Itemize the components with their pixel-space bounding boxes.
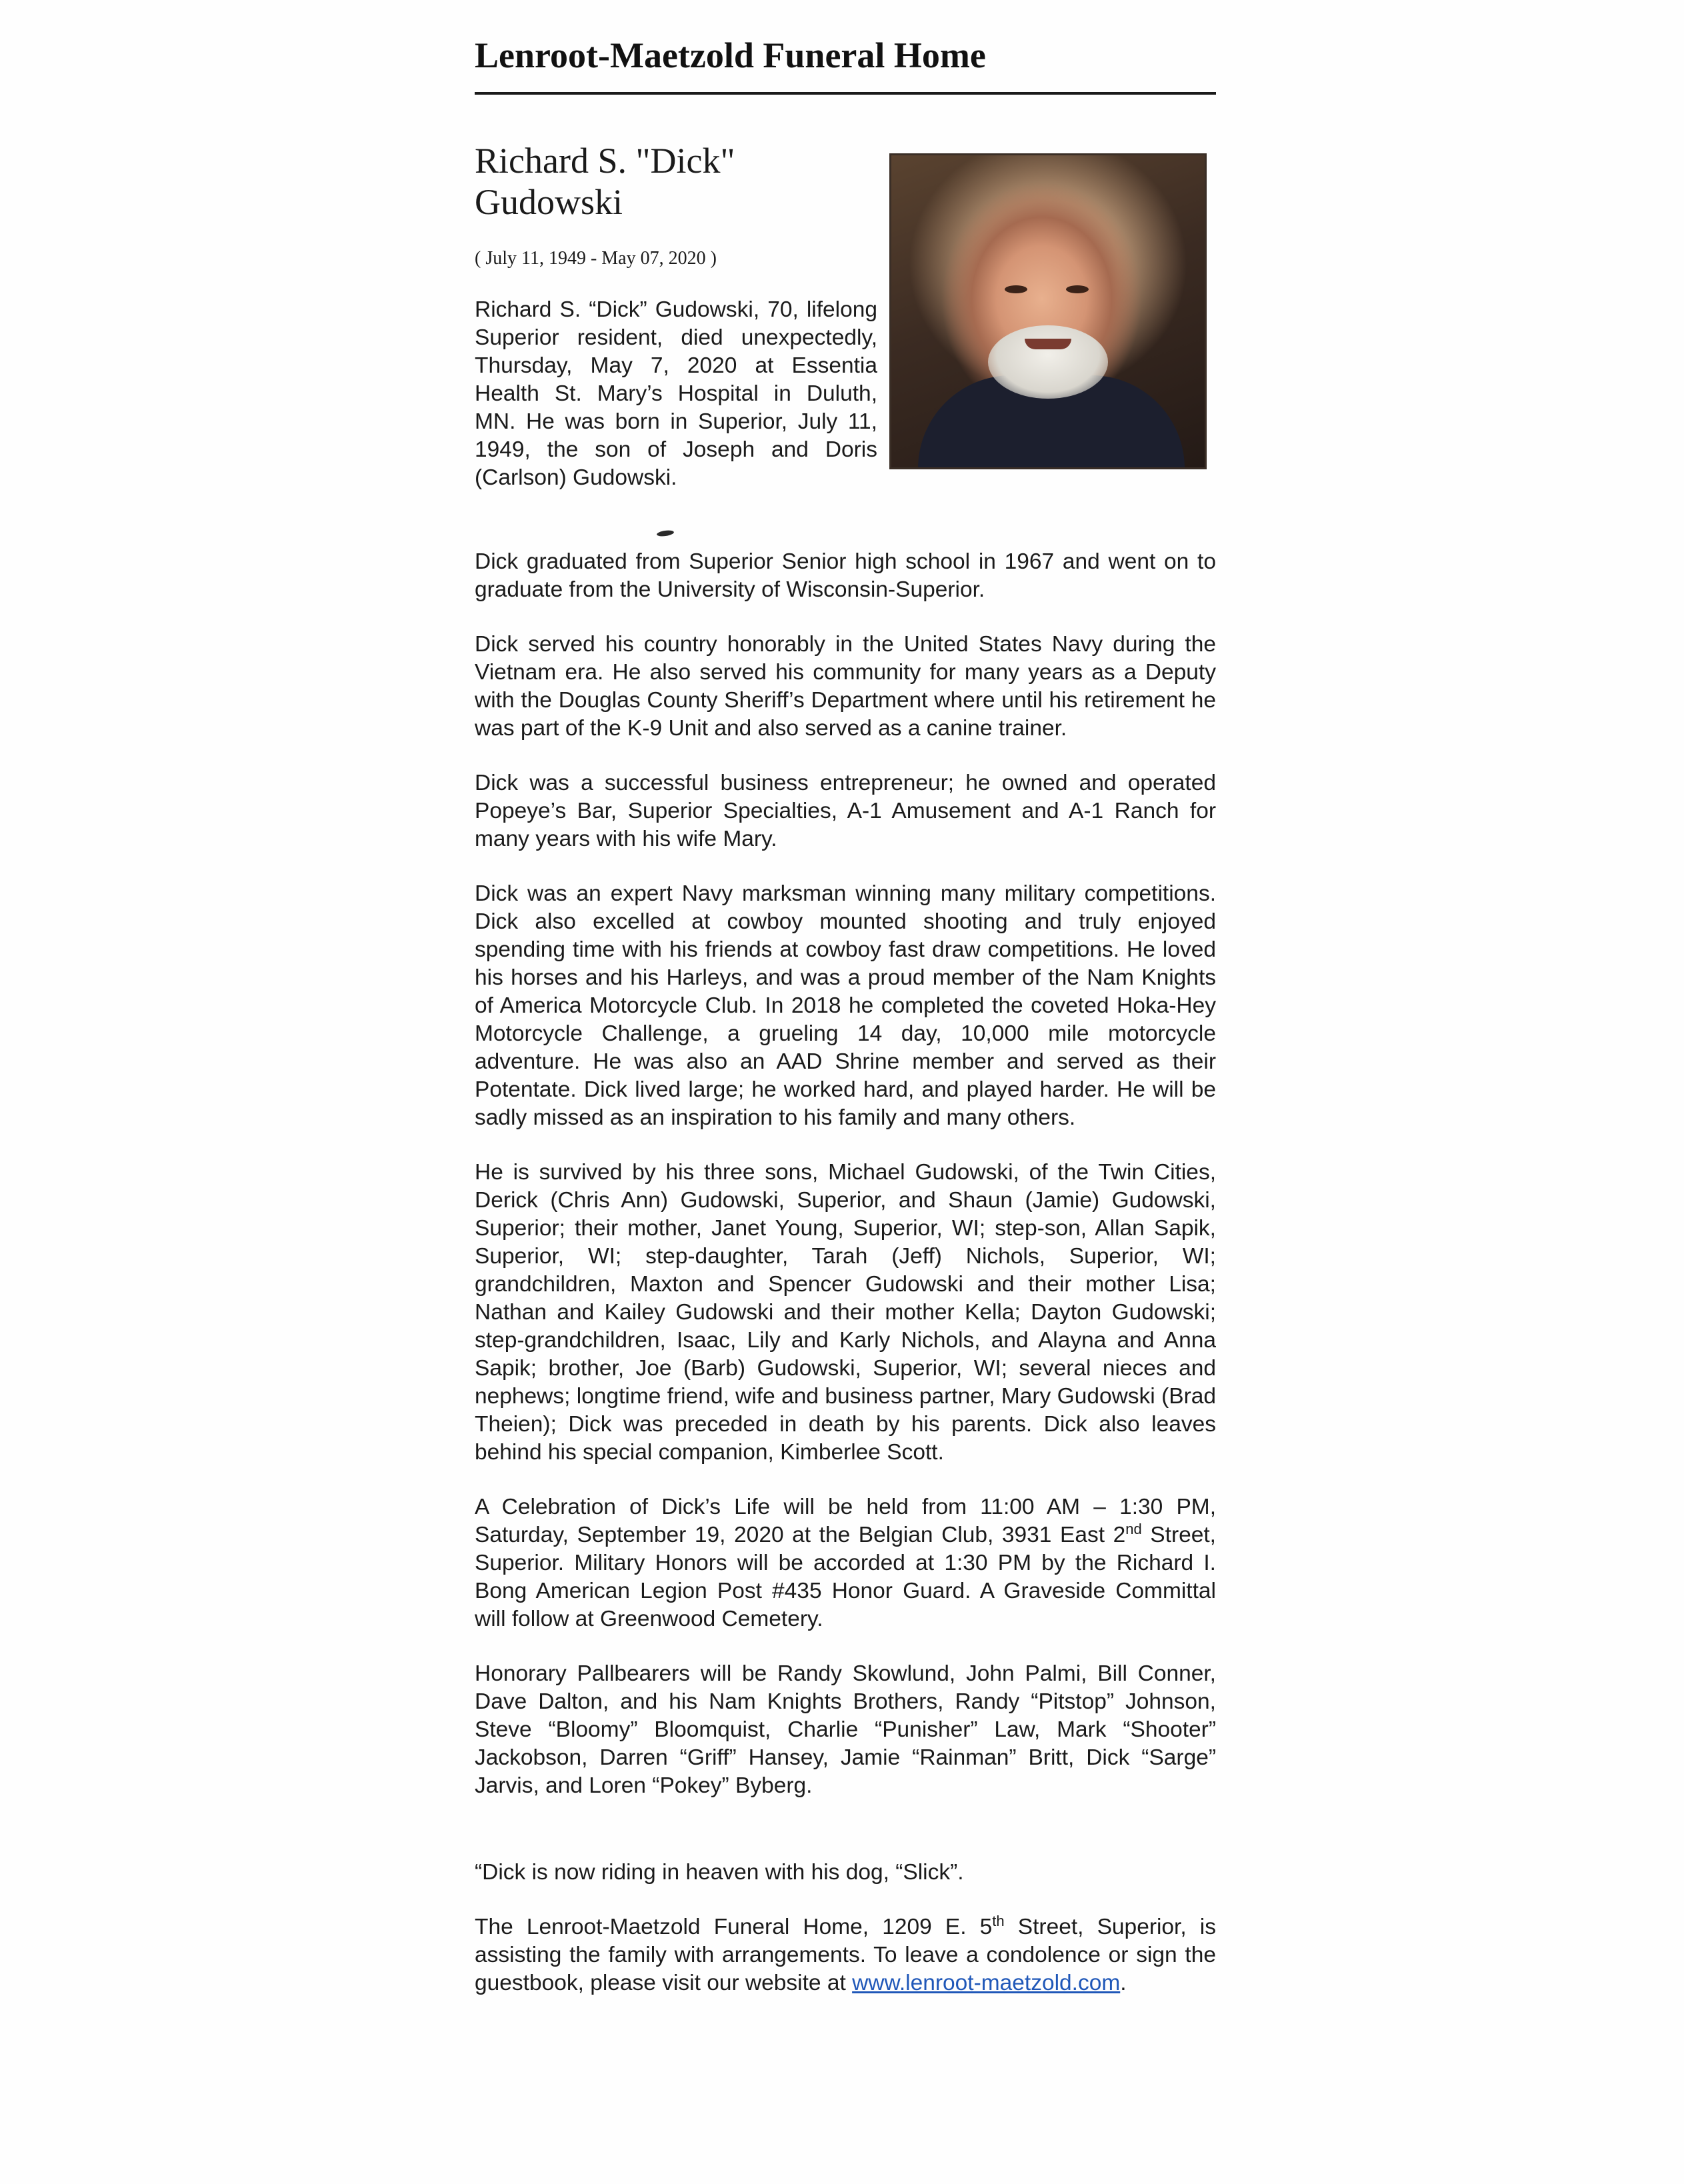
celebration-text-b: Street, Superior. Military Honors will be accorded at 1:30 PM by the Richard I. Bong American Legion Post #435 Honor Guard. A Graveside Committal will follow at Greenwood Cemetery. — [475, 1523, 1216, 1631]
hobbies-paragraph: Dick was an expert Navy marksman winning many military competitions. Dick also excelled at cowboy mounted shooting and truly enjoyed spending time with his friends at cowboy fast draw competitions. He loved his horses and his Harleys, and was a proud member of the Nam Knights of America Motorcycle Club. In 2018 he completed the coveted Hoka-Hey Motorcycle Challenge, a grueling 14 day, 10,000 mile motorcycle adventure. He was also an AAD Shrine member and served as their Potentate. Dick lived large; he worked hard, and played harder. He will be sadly missed as an inspiration to his family and many others. — [475, 881, 1216, 1130]
intro-section — [475, 296, 877, 492]
celebration-ordinal: nd — [1125, 1520, 1142, 1537]
page-title: Lenroot-Maetzold Funeral Home — [475, 35, 986, 75]
scan-speck — [657, 529, 675, 537]
arrangements-paragraph — [475, 1913, 1216, 1997]
photo-eye-right — [1066, 285, 1089, 293]
quote-paragraph: “Dick is now riding in heaven with his dog, “Slick”. — [475, 1860, 964, 1885]
arrangements-end: . — [1120, 1971, 1127, 1995]
arrangements-ordinal: th — [992, 1912, 1005, 1929]
header-divider — [475, 92, 1216, 95]
photo-beard — [988, 325, 1108, 399]
business-paragraph: Dick was a successful business entrepreneur; he owned and operated Popeye’s Bar, Superior Specialties, A-1 Amusement and A-1 Ranch for many years with his wife Mary. — [475, 771, 1216, 851]
arrangements-text-b: Street, Superior, is assisting the family with arrangements. To leave a condolence or sign the guestbook, please visit our website at — [475, 1915, 1216, 1995]
life-dates: ( July 11, 1949 - May 07, 2020 ) — [475, 248, 717, 269]
survivors-paragraph: He is survived by his three sons, Michael Gudowski, of the Twin Cities, Derick (Chris Ann) Gudowski, Superior, and Shaun (Jamie) Gudowski, Superior; their mother, Janet Young, Superior, WI; step-son, Allan Sapik, Superior, WI; step-daughter, Tarah (Jeff) Nichols, Superior, WI; grandchildren, Maxton and Spencer Gudowski and their mother Lisa; Nathan and Kailey Gudowski and their mother Kella; Dayton Gudowski; step-grandchildren, Isaac, Lily and Karly Nichols, and Alayna and Anna Sapik; brother, Joe (Barb) Gudowski, Superior, WI; several nieces and nephews; longtime friend, wife and business partner, Mary Gudowski (Brad Theien); Dick was preceded in death by his parents. Dick also leaves behind his special companion, Kimberlee Scott. — [475, 1160, 1216, 1465]
photo-mouth — [1025, 339, 1071, 349]
intro-paragraph: Richard S. “Dick” Gudowski, 70, lifelong Superior resident, died unexpectedly, Thursday, May 7, 2020 at Essentia Health St. Mary’s Hospital in Duluth, MN. He was born in Superior, July 11, 1949, the son of Joseph and Doris (Carlson) Gudowski. — [475, 297, 877, 490]
portrait-photo — [889, 153, 1207, 469]
obituary-body — [475, 548, 1216, 2024]
arrangements-text-a: The Lenroot-Maetzold Funeral Home, 1209 E. 5 — [475, 1915, 993, 1939]
pallbearers-paragraph: Honorary Pallbearers will be Randy Skowlund, John Palmi, Bill Conner, Dave Dalton, and his Nam Knights Brothers, Randy “Pitstop” Johnson, Steve “Bloomy” Bloomquist, Charlie “Punisher” Law, Mark “Shooter” Jackobson, Darren “Griff” Hansey, Jamie “Rainman” Britt, Dick “Sarge” Jarvis, and Loren “Pokey” Byberg. — [475, 1661, 1216, 1798]
header — [475, 32, 1216, 79]
celebration-text-a: A Celebration of Dick’s Life will be held from 11:00 AM – 1:30 PM, Saturday, September 19, 2020 at the Belgian Club, 3931 East 2 — [475, 1495, 1216, 1547]
celebration-paragraph — [475, 1493, 1216, 1633]
education-paragraph: Dick graduated from Superior Senior high school in 1967 and went on to graduate from the University of Wisconsin-Superior. — [475, 549, 1216, 602]
website-link[interactable]: www.lenroot-maetzold.com — [852, 1971, 1121, 1995]
service-paragraph: Dick served his country honorably in the United States Navy during the Vietnam era. He also served his community for many years as a Deputy with the Douglas County Sheriff’s Department where until his retirement he was part of the K-9 Unit and also served as a canine trainer. — [475, 632, 1216, 741]
photo-eye-left — [1005, 285, 1027, 293]
deceased-name: Richard S. "Dick" Gudowski — [475, 141, 735, 222]
